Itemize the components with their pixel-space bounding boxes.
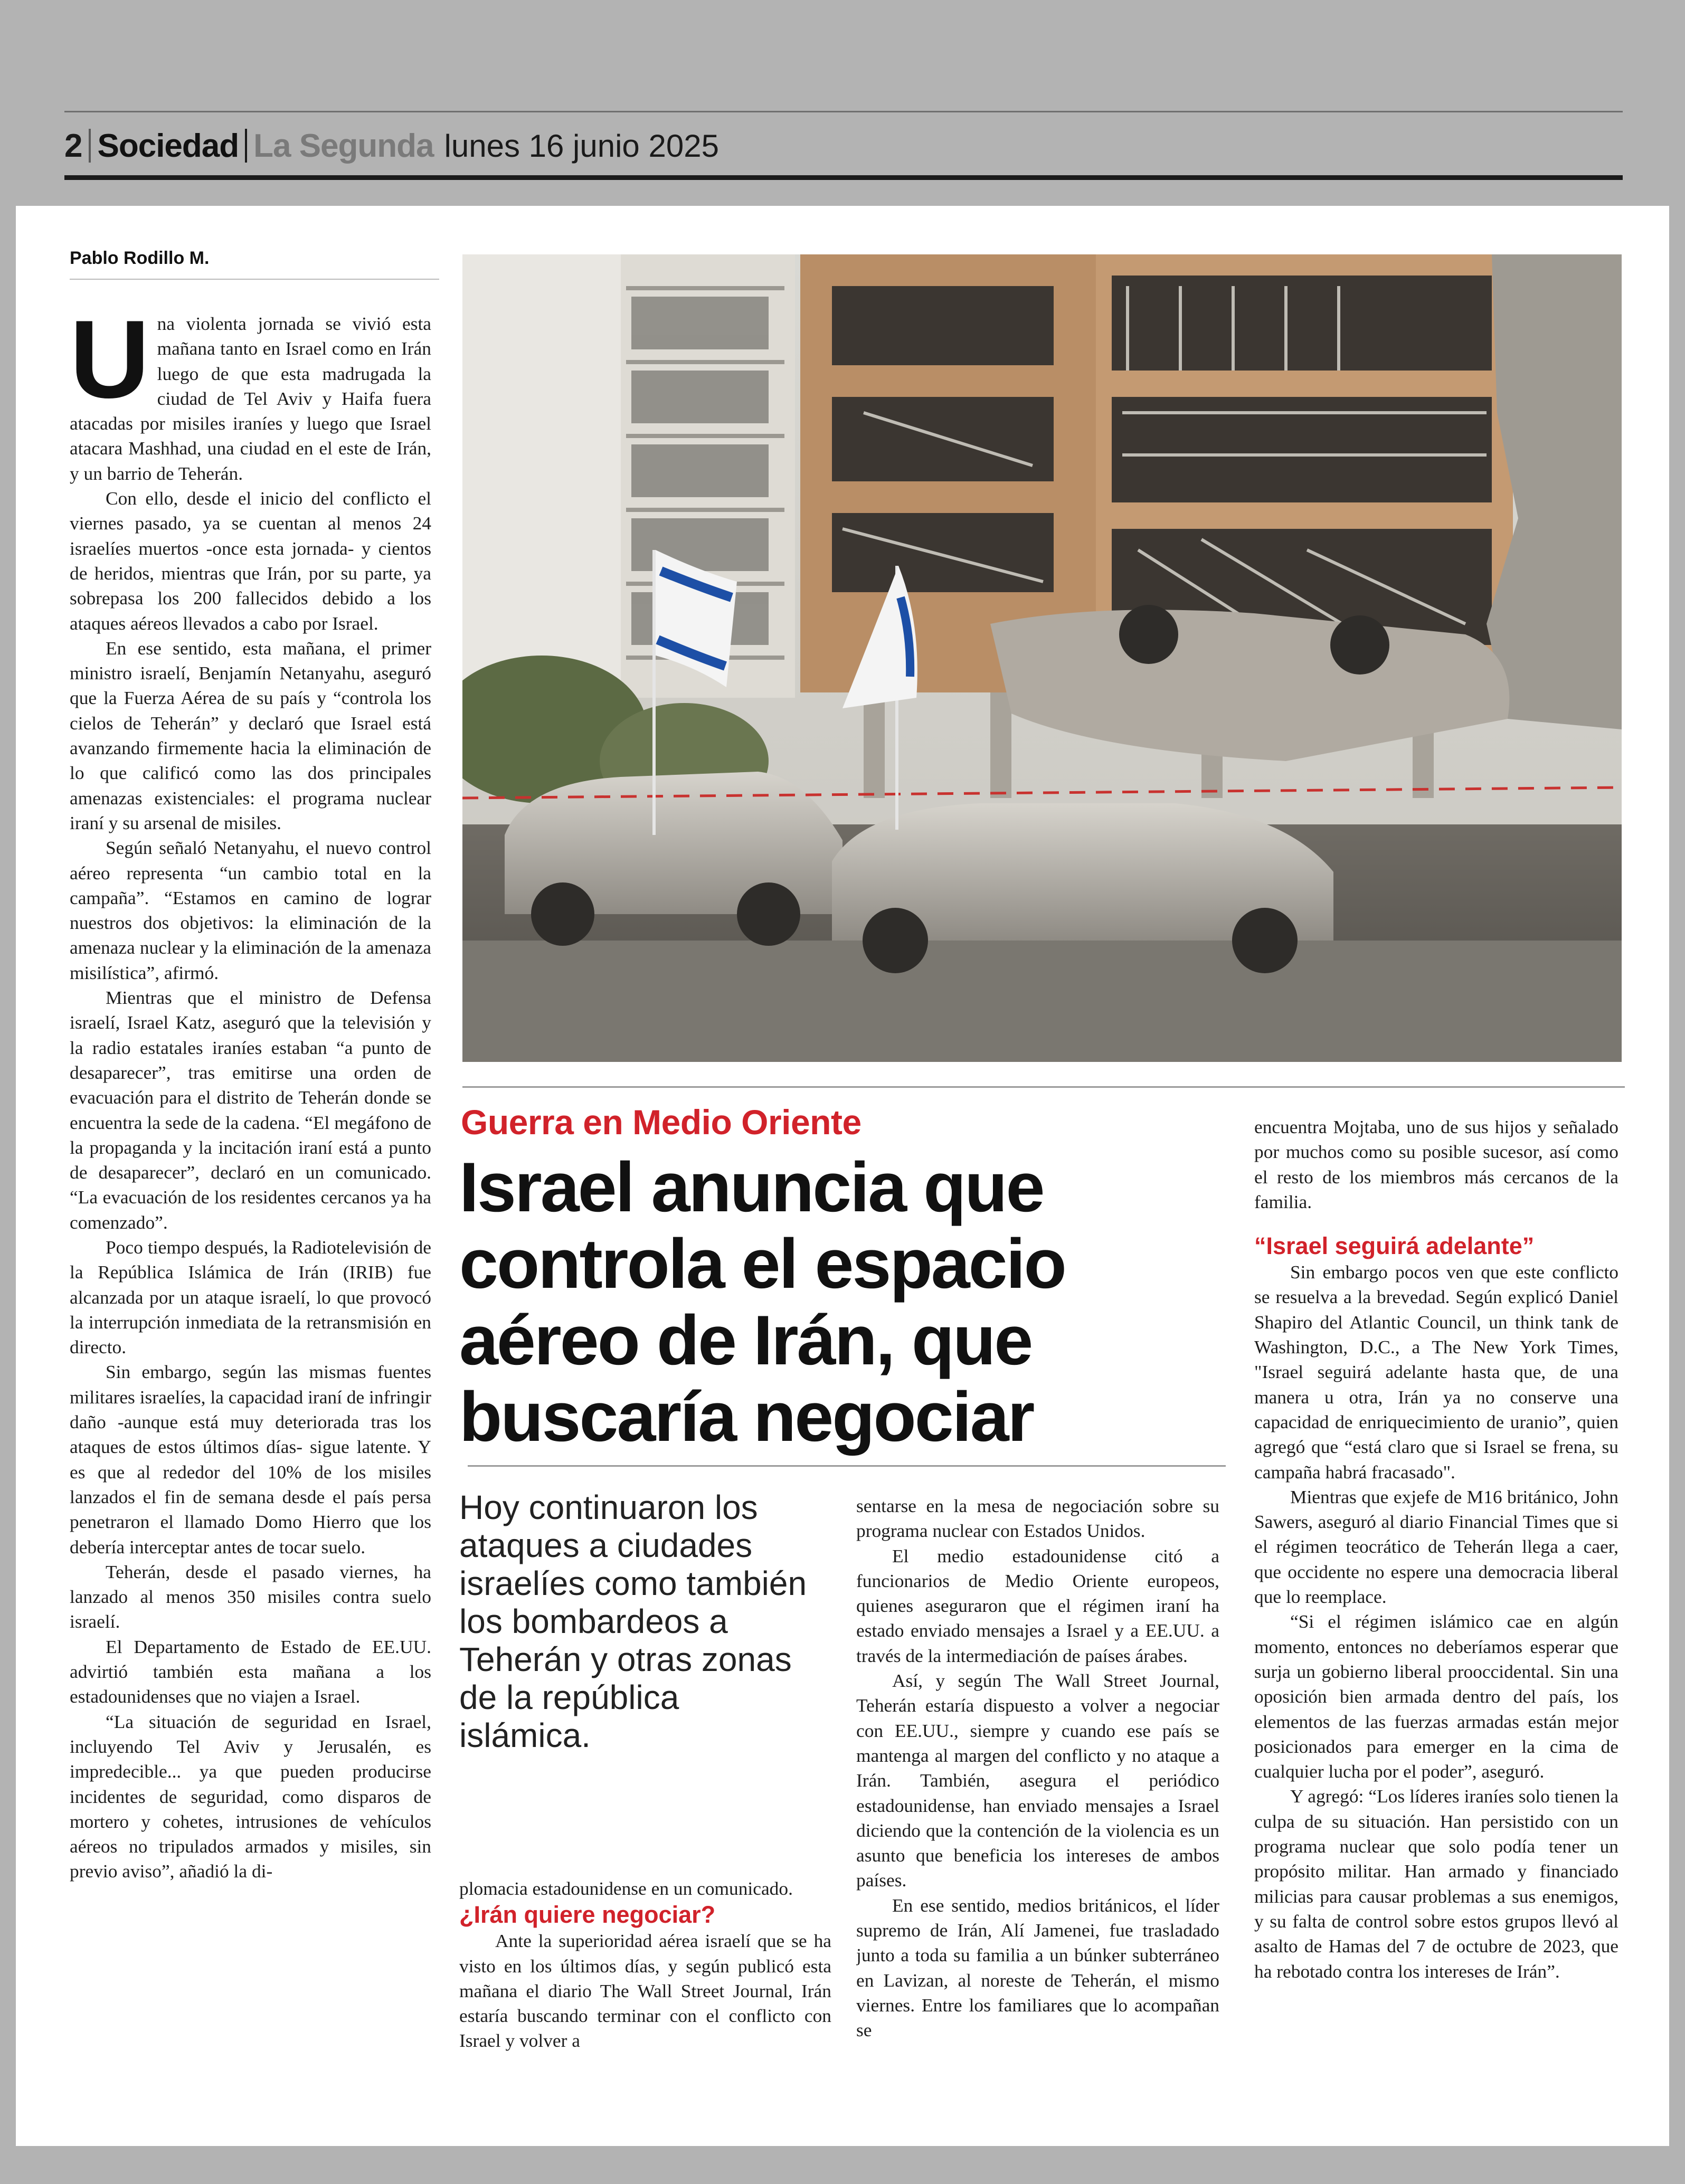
paragraph: Así, y según The Wall Street Journal, Teherán estaría dispuesto a volver a negociar con EE.UU., siempre y cuando ese país se mantenga al margen del conflicto y no ataque a Irán. También, asegura el periódico estadounidense, han enviado mensajes a Israel diciendo que la contención de la violencia es un asunto que beneficia los intereses de ambos países. (856, 1670, 1219, 1891)
article-column-4 (1254, 1115, 1618, 2117)
newspaper-name: La Segunda (253, 127, 434, 164)
masthead-top-rule (64, 111, 1623, 112)
masthead (64, 111, 1623, 179)
section-name: Sociedad (97, 127, 239, 164)
paragraph: Ante la superioridad aérea israelí que se ha visto en los últimos días, y según publicó esta mañana el diario The Wall Street Journal, Irán estaría buscando terminar con el conflicto con Israel y volver a (459, 1930, 831, 2052)
paragraph: Según señaló Netanyahu, el nuevo control aéreo representa “un cambio total en la campaña”. “Estamos en camino de lograr nuestros dos objetivos: la eliminación de la amenaza nuclear y la eliminación de la amenaza misilística”, afirmó. (70, 837, 431, 983)
article-column-1 (70, 311, 431, 2122)
paragraph: plomacia estadounidense en un comunicado. (459, 1878, 793, 1899)
damaged-building-illustration (462, 254, 1622, 1062)
paragraph: Sin embargo, según las mismas fuentes militares israelíes, la capacidad iraní de infringir daño -aunque está muy deteriorada tras los ataques de estos últimos días- sigue latente. Y es que al rededor del 10% de los misiles lanzados el fin de semana desde el país persa penetraron el llamado Domo Hierro que los debería interceptar antes de tocar suelo. (70, 1361, 431, 1558)
paragraph: encuentra Mojtaba, uno de sus hijos y señalado por muchos como su posible sucesor, así como el resto de los miembros más cercanos de la familia. (1254, 1116, 1618, 1212)
article-column-2 (459, 1876, 831, 2103)
photo-rule (462, 1086, 1625, 1088)
paragraph: Mientras que exjefe de M16 británico, John Sawers, aseguró al diario Financial Times que si el régimen teocrático de Teherán llega a caer, que occidente no espere una democracia liberal que lo reemplace. (1254, 1486, 1618, 1608)
subhead: ¿Irán quiere negociar? (459, 1901, 716, 1929)
byline: Pablo Rodillo M. (70, 248, 210, 268)
paragraph: Mientras que el ministro de Defensa israelí, Israel Katz, aseguró que la televisión y la radio estatales iraníes estaban “a punto de desaparecer”, tras emitirse una orden de evacuación para el distrito de Teherán donde se encuentra la sede de la cadena. “El megáfono de la propaganda y la incitación iraní está a punto de desaparecer”, declaró en un comunicado. “La evacuación de los residentes cercanos ya ha comenzado”. (70, 987, 431, 1233)
article-column-3 (856, 1494, 1219, 2106)
news-photo (462, 254, 1622, 1062)
kicker: Guerra en Medio Oriente (461, 1103, 862, 1142)
paragraph: “Si el régimen islámico cae en algún momento, entonces no deberíamos esperar que surja un gobierno liberal prooccidental. Sin una oposición bien armada dentro del país, los elementos de las fuerzas armadas están mejor posicionados para emerger en la cima de cualquier lucha por el poder”, aseguró. (1254, 1611, 1618, 1782)
masthead-divider (245, 129, 247, 163)
paragraph: sentarse en la mesa de negociación sobre su programa nuclear con Estados Unidos. (856, 1495, 1219, 1542)
paragraph: El Departamento de Estado de EE.UU. advirtió también esta mañana a los estadounidenses que no viajen a Israel. (70, 1636, 431, 1707)
paragraph: “La situación de seguridad en Israel, incluyendo Tel Aviv y Jerusalén, es impredecible... ya que pueden producirse incidentes de seguridad, como disparos de mortero y cohetes, intrusiones de vehículos aéreos no tripulados armados y misiles, sin previo aviso”, añadió la di- (70, 1711, 431, 1882)
paragraph: na violenta jornada se vivió esta mañana tanto en Israel como en Irán luego de que esta madrugada la ciudad de Tel Aviv y Haifa fuera atacadas por misiles iraníes y luego que Israel atacara Mashhad, una ciudad en el este de Irán, y un barrio de Teherán. (70, 313, 431, 484)
paragraph: En ese sentido, esta mañana, el primer ministro israelí, Benjamín Netanyahu, aseguró que la Fuerza Aérea de su país y “controla los cielos de Teherán” y declaró que Israel está avanzando firmemente hacia la eliminación de lo que calificó como las dos principales amenazas existenciales: el programa nuclear iraní y su arsenal de misiles. (70, 637, 431, 833)
headline: Israel anuncia que controla el espacio aéreo de Irán, que buscaría negociar (459, 1148, 1065, 1456)
paragraph: Con ello, desde el inicio del conflicto el viernes pasado, ya se cuentan al menos 24 israelíes muertos -once esta jornada- y cientos de heridos, mientras que Irán, por su parte, ya sobrepasa los 200 fallecidos debido a los ataques aéreos llevados a cabo por Israel. (70, 488, 431, 634)
headline-rule (468, 1465, 1226, 1467)
drop-cap: U (70, 311, 150, 421)
paragraph: Sin embargo pocos ven que este conflicto se resuelva a la brevedad. Según explicó Daniel Shapiro del Atlantic Council, un think tank de Washington, D.C., a The New York Times, "Israel seguirá adelante hasta que, de una manera u otra, Irán ya no conserve una capacidad de enriquecimiento de uranio”, quien agregó que “está claro que si Israel se frena, su campaña habrá fracasado". (1254, 1261, 1618, 1483)
paragraph: Poco tiempo después, la Radiotelevisión de la República Islámica de Irán (IRIB) fue alcanzada por un ataque israelí, lo que provocó la interrupción inmediata de la retransmisión en directo. (70, 1236, 431, 1358)
paragraph: En ese sentido, medios británicos, el líder supremo de Irán, Alí Jamenei, fue trasladado junto a toda su familia a un búnker subterráneo en Lavizan, al noreste de Teherán, el mismo viernes. Entre los familiares que lo acompañan se (856, 1894, 1219, 2041)
issue-date: lunes 16 junio 2025 (444, 128, 719, 164)
masthead-divider (89, 129, 91, 163)
byline-rule (70, 279, 439, 280)
masthead-row (64, 120, 719, 171)
dek: Hoy continuaron los ataques a ciudades israelíes como también los bombardeos a Teherán y otras zonas de la república islámica. (459, 1488, 807, 1754)
subhead: “Israel seguirá adelante” (1254, 1232, 1535, 1260)
paragraph: Teherán, desde el pasado viernes, ha lanzado al menos 350 misiles contra suelo israelí. (70, 1561, 431, 1632)
paragraph: Y agregó: “Los líderes iraníes solo tienen la culpa de su situación. Han persistido con un programa nuclear que solo podía tener un propósito militar. Han armado y financiado milicias para causar problemas a sus enemigos, y su falta de control sobre estos grupos llevó al asalto de Hamas del 7 de octubre de 2023, que ha rebotado contra los intereses de Irán”. (1254, 1786, 1618, 1982)
paragraph: El medio estadounidense citó a funcionarios de Medio Oriente europeos, quienes aseguraron que el régimen iraní ha estado enviado mensajes a Israel y a EE.UU. a través de la intermediación de países árabes. (856, 1545, 1219, 1666)
masthead-bottom-rule (64, 175, 1623, 180)
page-number: 2 (64, 127, 83, 164)
